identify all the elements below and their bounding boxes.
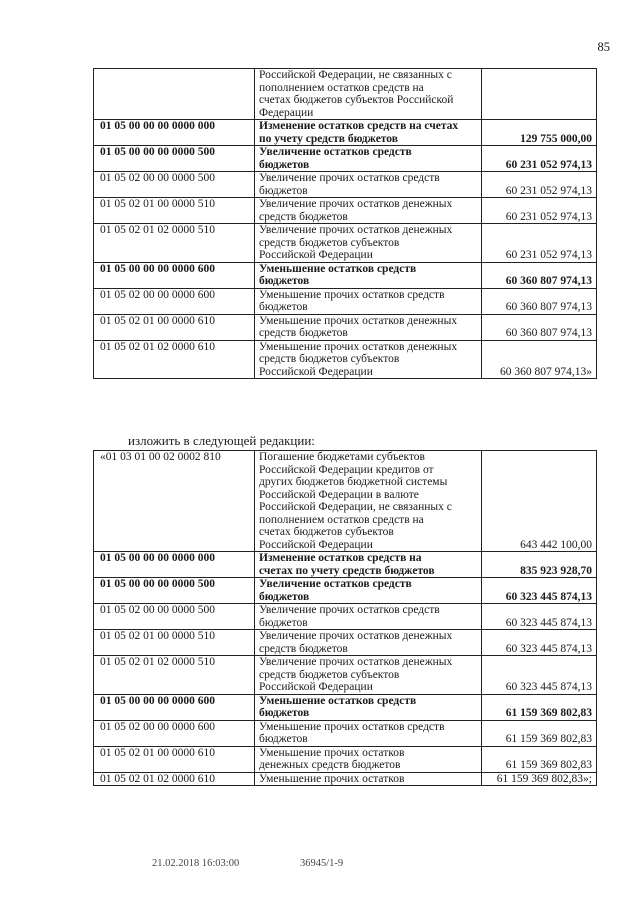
code-cell: 01 05 00 00 00 0000 500	[94, 146, 255, 172]
page-number: 85	[597, 40, 610, 54]
amount-cell: 60 360 807 974,13	[482, 314, 597, 340]
amount-cell: 61 159 369 802,83»;	[482, 772, 597, 786]
description-cell: Уменьшение остатков средств бюджетов	[255, 694, 482, 720]
amount-cell: 60 323 445 874,13	[482, 578, 597, 604]
code-cell: 01 05 02 00 00 0000 600	[94, 720, 255, 746]
code-cell: 01 05 02 00 00 0000 600	[94, 288, 255, 314]
description-cell: Уменьшение прочих остатков денежных средств бюджетов субъектов Российской Федерации	[255, 340, 482, 379]
code-cell: 01 05 02 01 02 0000 610	[94, 772, 255, 786]
code-cell: 01 05 00 00 00 0000 000	[94, 552, 255, 578]
table-row	[94, 69, 597, 120]
table-row	[94, 451, 597, 552]
table-new-edition	[93, 450, 597, 786]
table-row	[94, 314, 597, 340]
amount-cell: 61 159 369 802,83	[482, 694, 597, 720]
table-row	[94, 630, 597, 656]
intro-text: изложить в следующей редакции:	[128, 433, 315, 448]
table-row	[94, 720, 597, 746]
code-cell: 01 05 00 00 00 0000 600	[94, 694, 255, 720]
code-cell: 01 05 00 00 00 0000 500	[94, 578, 255, 604]
table-row	[94, 694, 597, 720]
amount-cell: 60 323 445 874,13	[482, 630, 597, 656]
description-cell: Российской Федерации, не связанных с пополнением остатков средств на счетах бюджетов субъектов Российской Федерации	[255, 69, 482, 120]
code-cell: 01 05 00 00 00 0000 600	[94, 262, 255, 288]
description-cell: Уменьшение прочих остатков средств бюджетов	[255, 720, 482, 746]
description-cell: Изменение остатков средств на счетах по учету средств бюджетов	[255, 120, 482, 146]
amount-cell: 61 159 369 802,83	[482, 720, 597, 746]
description-cell: Уменьшение прочих остатков денежных средств бюджетов	[255, 314, 482, 340]
description-cell: Увеличение прочих остатков денежных средств бюджетов субъектов Российской Федерации	[255, 224, 482, 263]
description-cell: Увеличение остатков средств бюджетов	[255, 146, 482, 172]
table-row	[94, 120, 597, 146]
table-row	[94, 552, 597, 578]
code-cell: 01 05 02 01 00 0000 510	[94, 630, 255, 656]
description-cell: Увеличение прочих остатков средств бюджетов	[255, 604, 482, 630]
code-cell: «01 03 01 00 02 0002 810	[94, 451, 255, 552]
amount-cell: 60 360 807 974,13»	[482, 340, 597, 379]
table-row	[94, 262, 597, 288]
amount-cell: 643 442 100,00	[482, 451, 597, 552]
description-cell: Увеличение прочих остатков денежных средств бюджетов	[255, 630, 482, 656]
table-row	[94, 224, 597, 263]
table-row	[94, 198, 597, 224]
amount-cell: 129 755 000,00	[482, 120, 597, 146]
code-cell: 01 05 02 01 02 0000 610	[94, 340, 255, 379]
footer-datetime: 21.02.2018 16:03:00	[152, 858, 240, 869]
amount-cell: 61 159 369 802,83	[482, 746, 597, 772]
amount-cell: 60 323 445 874,13	[482, 604, 597, 630]
description-cell: Уменьшение прочих остатков	[255, 772, 482, 786]
code-cell: 01 05 00 00 00 0000 000	[94, 120, 255, 146]
table-row	[94, 288, 597, 314]
table-row	[94, 340, 597, 379]
table-row	[94, 578, 597, 604]
code-cell: 01 05 02 01 02 0000 510	[94, 656, 255, 695]
description-cell: Уменьшение прочих остатков средств бюджетов	[255, 288, 482, 314]
description-cell: Погашение бюджетами субъектов Российской Федерации кредитов от других бюджетов бюджетной системы Российской Федерации в валюте Российской Федерации, не связанных с пополнением остатков средств на счетах бюджетов субъектов Российской Федерации	[255, 451, 482, 552]
table-row	[94, 772, 597, 786]
table-row	[94, 146, 597, 172]
code-cell: 01 05 02 01 00 0000 610	[94, 314, 255, 340]
description-cell: Уменьшение остатков средств бюджетов	[255, 262, 482, 288]
code-cell: 01 05 02 01 02 0000 510	[94, 224, 255, 263]
amount-cell: 60 231 052 974,13	[482, 172, 597, 198]
table-row	[94, 172, 597, 198]
amount-cell	[482, 69, 597, 120]
code-cell	[94, 69, 255, 120]
amount-cell: 60 323 445 874,13	[482, 656, 597, 695]
description-cell: Увеличение прочих остатков денежных средств бюджетов	[255, 198, 482, 224]
amount-cell: 60 231 052 974,13	[482, 224, 597, 263]
code-cell: 01 05 02 01 00 0000 510	[94, 198, 255, 224]
description-cell: Увеличение прочих остатков денежных средств бюджетов субъектов Российской Федерации	[255, 656, 482, 695]
table-row	[94, 746, 597, 772]
amount-cell: 60 231 052 974,13	[482, 146, 597, 172]
description-cell: Увеличение прочих остатков средств бюджетов	[255, 172, 482, 198]
table-row	[94, 656, 597, 695]
amount-cell: 60 231 052 974,13	[482, 198, 597, 224]
footer-doc-number: 36945/1-9	[300, 858, 344, 869]
table-row	[94, 604, 597, 630]
description-cell: Увеличение остатков средств бюджетов	[255, 578, 482, 604]
code-cell: 01 05 02 00 00 0000 500	[94, 172, 255, 198]
amount-cell: 60 360 807 974,13	[482, 288, 597, 314]
amount-cell: 835 923 928,70	[482, 552, 597, 578]
description-cell: Уменьшение прочих остатков денежных средств бюджетов	[255, 746, 482, 772]
description-cell: Изменение остатков средств на счетах по учету средств бюджетов	[255, 552, 482, 578]
table-old-edition	[93, 68, 597, 379]
code-cell: 01 05 02 01 00 0000 610	[94, 746, 255, 772]
code-cell: 01 05 02 00 00 0000 500	[94, 604, 255, 630]
amount-cell: 60 360 807 974,13	[482, 262, 597, 288]
